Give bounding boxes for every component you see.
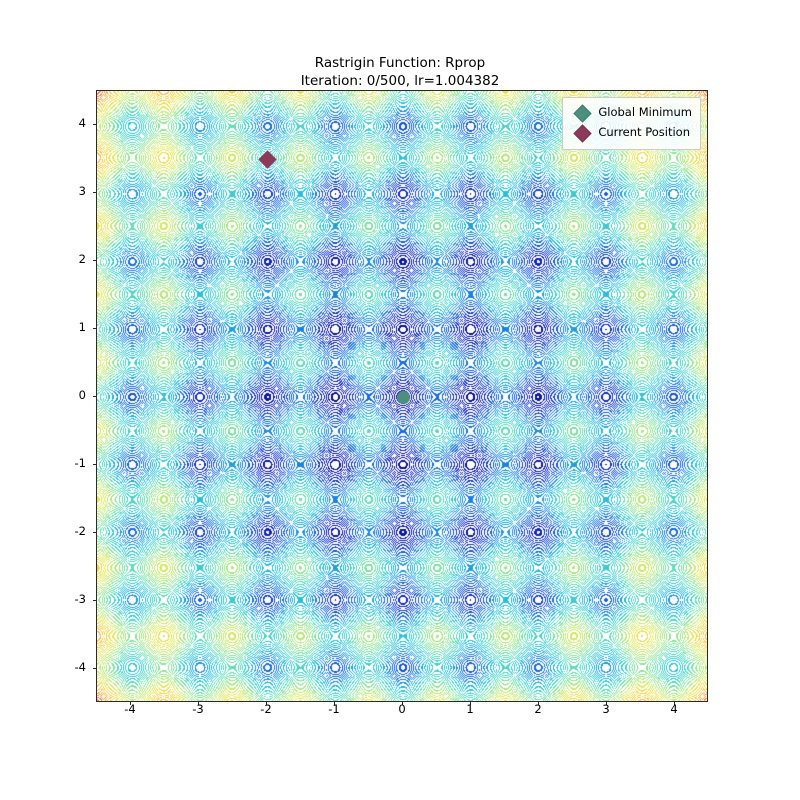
x-tick-label: -2 bbox=[260, 702, 272, 716]
y-tickmark bbox=[93, 600, 96, 601]
title-line-2: Iteration: 0/500, lr=1.004382 bbox=[300, 73, 500, 89]
y-tick-label: 3 bbox=[78, 184, 86, 198]
x-tickmark bbox=[334, 702, 335, 705]
y-tick-label: -2 bbox=[74, 524, 86, 538]
y-tickmark bbox=[93, 464, 96, 465]
plot-axes bbox=[96, 90, 708, 702]
x-tickmark bbox=[130, 702, 131, 705]
contour-plot-surface bbox=[97, 91, 707, 701]
x-tick-label: -4 bbox=[124, 702, 136, 716]
circle-marker-icon bbox=[397, 391, 410, 404]
global-minimum-marker-icon bbox=[574, 104, 592, 122]
x-tickmark bbox=[470, 702, 471, 705]
global-minimum-point bbox=[397, 391, 410, 404]
y-tickmark bbox=[93, 124, 96, 125]
y-tickmark bbox=[93, 328, 96, 329]
x-tick-label: 2 bbox=[534, 702, 542, 716]
y-tick-label: 2 bbox=[78, 252, 86, 266]
x-tick-label: 0 bbox=[398, 702, 406, 716]
current-position-point bbox=[261, 153, 274, 166]
x-tick-label: 1 bbox=[466, 702, 474, 716]
x-tick-label: 3 bbox=[602, 702, 610, 716]
x-tick-label: 4 bbox=[670, 702, 678, 716]
y-tick-label: 4 bbox=[78, 116, 86, 130]
x-tickmark bbox=[402, 702, 403, 705]
x-tick-label: -1 bbox=[328, 702, 340, 716]
chart-title bbox=[0, 54, 800, 90]
y-tick-label: -3 bbox=[74, 592, 86, 606]
title-line-1: Rastrigin Function: Rprop bbox=[314, 55, 486, 71]
y-tick-label: 0 bbox=[78, 388, 86, 402]
x-tickmark bbox=[606, 702, 607, 705]
legend-item-global-minimum bbox=[569, 103, 692, 123]
legend-label-current-position: Current Position bbox=[598, 125, 690, 140]
y-tickmark bbox=[93, 668, 96, 669]
current-position-marker-icon bbox=[574, 124, 592, 142]
y-tick-label: 1 bbox=[78, 320, 86, 334]
legend-label-global-minimum: Global Minimum bbox=[598, 105, 692, 120]
legend bbox=[562, 97, 701, 150]
x-tickmark bbox=[198, 702, 199, 705]
x-tick-label: -3 bbox=[192, 702, 204, 716]
y-tickmark bbox=[93, 532, 96, 533]
y-tickmark bbox=[93, 260, 96, 261]
legend-item-current-position bbox=[569, 123, 692, 143]
x-tickmark bbox=[538, 702, 539, 705]
y-tick-label: -1 bbox=[74, 456, 86, 470]
y-tickmark bbox=[93, 396, 96, 397]
x-tickmark bbox=[266, 702, 267, 705]
diamond-marker-icon bbox=[258, 150, 276, 168]
y-tickmark bbox=[93, 192, 96, 193]
y-tick-label: -4 bbox=[74, 660, 86, 674]
x-tickmark bbox=[674, 702, 675, 705]
